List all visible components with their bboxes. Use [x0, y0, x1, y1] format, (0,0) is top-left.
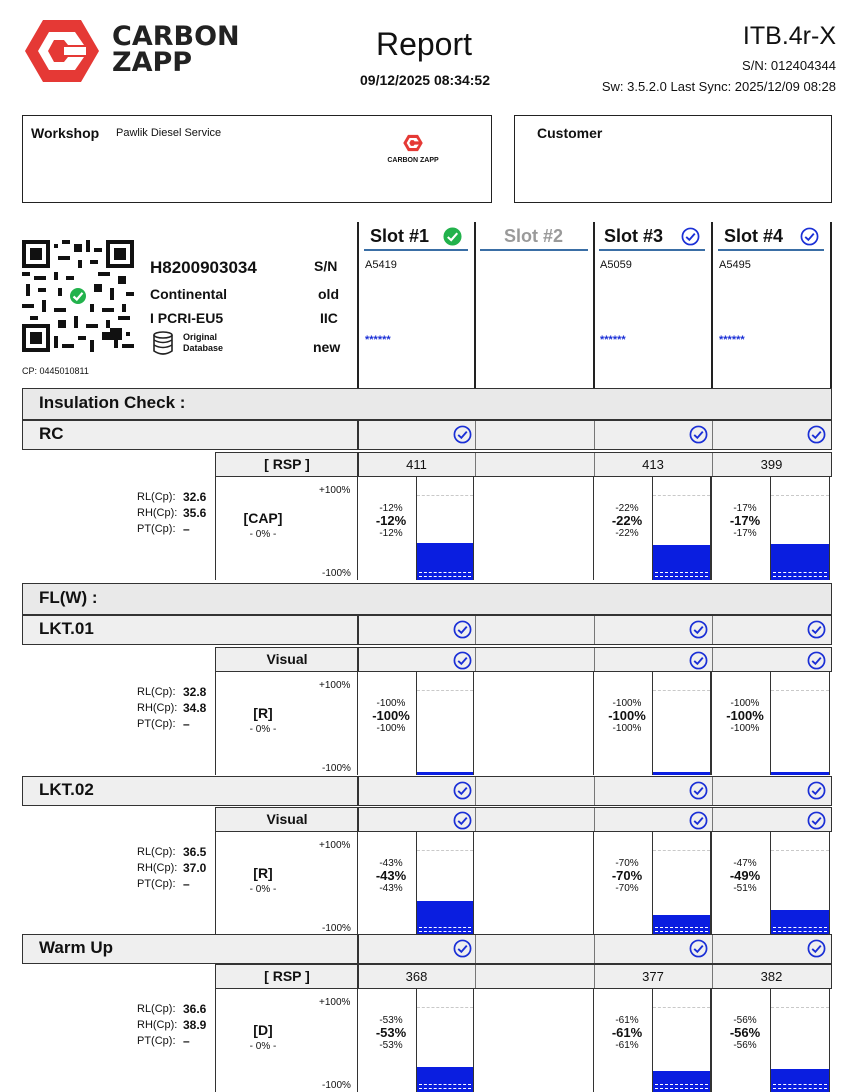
lkt02-row	[22, 776, 832, 806]
lkt02-r-label: RH(Cp):	[137, 862, 178, 874]
lkt01-slot-4-check-icon	[807, 651, 826, 670]
warmup-slot-3-value: 377	[642, 969, 664, 984]
lkt02-slot-3-bar	[653, 915, 710, 935]
brand-line-1: CARBON	[112, 21, 240, 52]
lkt01-slot-4-bar	[771, 772, 829, 775]
warmup-sub-col-divider	[594, 965, 595, 988]
rc-bar-line	[419, 576, 471, 577]
warmup-col-divider	[712, 935, 713, 963]
slot-divider	[593, 222, 595, 388]
database-label	[183, 332, 223, 354]
rc-slot-1-pct-2: -12%	[379, 528, 403, 539]
workshop-label: Workshop	[31, 125, 100, 141]
slot-1-new-code: ******	[365, 334, 391, 346]
rc-zero-label: - 0% -	[249, 529, 277, 540]
lkt02-slot-3-check-icon	[689, 811, 708, 830]
lkt01-slot-4-graph	[770, 672, 829, 775]
warmup-sub-label: [ RSP ]	[264, 968, 310, 984]
customer-box	[514, 115, 832, 203]
rc-title: RC	[39, 424, 64, 443]
warmup-slot-3-pct-1: -61%	[611, 1025, 643, 1040]
warmup-bar-line	[655, 1088, 708, 1089]
warmup-slot-1-graph	[416, 989, 473, 1092]
lkt01-graph-grid	[417, 690, 473, 691]
workshop-name: Pawlik Diesel Service	[116, 127, 222, 139]
lkt02-graph-grid	[653, 850, 710, 851]
rc-slot-3-pct-0: -22%	[615, 503, 639, 514]
rc-slot-3-pct-2: -22%	[615, 528, 639, 539]
warmup-bar-line	[655, 1084, 708, 1085]
rc-slot-3-value: 413	[642, 457, 664, 472]
slot-divider	[357, 222, 359, 388]
rc-sub-col-divider	[594, 453, 595, 476]
carbon-zapp-small-logo-icon	[403, 134, 423, 152]
warmup-slot-4-pct-1: -56%	[729, 1025, 761, 1040]
lkt02-r-value: 37.0	[183, 861, 207, 875]
rc-mode: [CAP]	[243, 510, 283, 526]
lkt02-separator	[357, 777, 359, 805]
lkt01-separator	[357, 616, 359, 644]
lkt02-minus-label: -100%	[322, 923, 351, 934]
lkt02-slot-3-check-icon	[689, 781, 708, 800]
lkt01-sub-col-divider	[712, 648, 713, 671]
slot-4-new-code: ******	[719, 334, 745, 346]
lkt02-bar-line	[773, 931, 827, 932]
workshop-logo	[383, 134, 443, 164]
rc-slot-3-percents	[597, 503, 657, 539]
warmup-r-value: –	[183, 1034, 190, 1048]
lkt01-plus-label: +100%	[319, 680, 351, 691]
warmup-col-divider	[475, 935, 476, 963]
slot-divider	[474, 222, 476, 388]
rc-slot-2-cell	[474, 477, 593, 580]
warmup-slot-4-bar	[771, 1069, 829, 1092]
lkt02-sub-label: Visual	[266, 811, 308, 827]
rc-plus-label: +100%	[319, 485, 351, 496]
warmup-zero-label: - 0% -	[249, 1041, 277, 1052]
rc-graph-grid	[417, 495, 473, 496]
lkt02-col-divider	[475, 777, 476, 805]
rc-slot-4-percents	[715, 503, 775, 539]
lkt01-title: LKT.01	[39, 619, 94, 638]
lkt02-col-divider	[712, 777, 713, 805]
injector-maker: Continental	[150, 286, 227, 302]
cp-number: CP: 0445010811	[22, 366, 89, 376]
lkt02-sub-col-divider	[594, 808, 595, 831]
warmup-sub-row	[215, 964, 832, 989]
slot-4-status-icon	[800, 227, 819, 246]
database-icon	[152, 331, 174, 360]
slot-1-underline	[364, 249, 468, 251]
lkt02-r-value: –	[183, 877, 190, 891]
rc-bar-line	[773, 576, 827, 577]
warmup-slot-4-pct-2: -56%	[733, 1040, 757, 1051]
rc-slot-4-check-icon	[807, 425, 826, 444]
warmup-slot-3-percents	[597, 1015, 657, 1051]
slot-1-status-icon	[443, 227, 462, 246]
rc-slot-1-pct-0: -12%	[379, 503, 403, 514]
row-label-sn: S/N	[314, 258, 338, 274]
warmup-graph-grid	[771, 1007, 829, 1008]
warmup-slot-2-cell	[474, 989, 593, 1092]
rc-row	[22, 420, 832, 450]
device-model: ITB.4r-X	[742, 22, 836, 50]
lkt01-slot-3-percents	[597, 698, 657, 734]
lkt01-slot-3-check-icon	[689, 651, 708, 670]
warmup-slot-3-check-icon	[689, 939, 708, 958]
lkt02-slot-1-check-icon	[453, 811, 472, 830]
slot-3-title: Slot #3	[604, 226, 664, 246]
lkt01-slot-1-pct-1: -100%	[372, 708, 410, 723]
warmup-slot-3-bar	[653, 1071, 710, 1092]
slot-3-status-icon	[681, 227, 700, 246]
rc-col-divider	[594, 421, 595, 449]
warmup-slot-4-graph	[770, 989, 829, 1092]
lkt02-slot-3-pct-2: -70%	[615, 883, 639, 894]
software-info: Sw: 3.5.2.0 Last Sync: 2025/12/09 08:28	[601, 79, 836, 94]
rc-bar-line	[655, 576, 708, 577]
rc-slot-1-pct-1: -12%	[375, 513, 407, 528]
warmup-bar-line	[773, 1084, 827, 1085]
warmup-r-label: RH(Cp):	[137, 1019, 178, 1031]
rc-r-label: PT(Cp):	[137, 523, 176, 535]
lkt02-slot-1-pct-0: -43%	[379, 858, 403, 869]
rc-bar-line	[419, 572, 471, 573]
lkt02-graph-grid	[417, 850, 473, 851]
lkt02-slot-4-graph	[770, 832, 829, 935]
lkt02-sub-separator	[357, 808, 359, 831]
lkt01-mode: [R]	[253, 705, 273, 721]
lkt01-r-value: 34.8	[183, 701, 207, 715]
warmup-row	[22, 934, 832, 964]
rc-slot-4-graph	[770, 477, 829, 580]
lkt01-zero-label: - 0% -	[249, 724, 277, 735]
warmup-slot-1-pct-2: -53%	[379, 1040, 403, 1051]
warmup-slot-3-pct-0: -61%	[615, 1015, 639, 1026]
rc-r-value: 32.6	[183, 490, 207, 504]
lkt01-col-divider	[712, 616, 713, 644]
lkt01-bar-line	[419, 771, 471, 772]
warmup-bar-line	[773, 1088, 827, 1089]
warmup-slot-1-check-icon	[453, 939, 472, 958]
lkt02-slot-3-pct-1: -70%	[611, 868, 643, 883]
lkt02-slot-4-check-icon	[807, 811, 826, 830]
rc-slot-3-graph	[652, 477, 710, 580]
slot-2-title: Slot #2	[504, 226, 564, 246]
rc-r-label: RH(Cp):	[137, 507, 178, 519]
lkt01-minus-label: -100%	[322, 763, 351, 774]
warmup-slot-4-pct-0: -56%	[733, 1015, 757, 1026]
slot-divider	[830, 222, 832, 388]
warmup-slot-1-percents	[361, 1015, 421, 1051]
warmup-slot-4-check-icon	[807, 939, 826, 958]
warmup-slot-1-pct-1: -53%	[375, 1025, 407, 1040]
warmup-r-label: PT(Cp):	[137, 1035, 176, 1047]
rc-slot-1-bar	[417, 543, 473, 580]
lkt01-r-value: 32.8	[183, 685, 207, 699]
lkt01-slot-4-pct-0: -100%	[730, 698, 760, 709]
slot-1-title: Slot #1	[370, 226, 430, 246]
database-label-line-1: Original	[183, 332, 218, 342]
qr-code	[22, 240, 134, 352]
lkt01-slot-3-graph	[652, 672, 710, 775]
warmup-r-value: 36.6	[183, 1002, 207, 1016]
lkt01-r-label: RH(Cp):	[137, 702, 178, 714]
row-label-new: new	[313, 339, 341, 355]
lkt01-slot-1-pct-0: -100%	[376, 698, 406, 709]
rc-slot-3-bar	[653, 545, 710, 580]
rc-graph-grid	[771, 495, 829, 496]
lkt02-sub-row	[215, 807, 832, 832]
workshop-logo-text: CARBON ZAPP	[387, 157, 439, 164]
warmup-r-label: RL(Cp):	[137, 1003, 176, 1015]
lkt02-slot-1-percents	[361, 858, 421, 894]
lkt01-r-value: –	[183, 717, 190, 731]
lkt02-slot-1-graph	[416, 832, 473, 935]
warmup-bar-line	[419, 1088, 471, 1089]
slot-divider	[711, 222, 713, 388]
lkt01-r-label: PT(Cp):	[137, 718, 176, 730]
lkt02-zero-label: - 0% -	[249, 884, 277, 895]
warmup-slot-1-bar	[417, 1067, 473, 1092]
lkt02-bar-line	[655, 927, 708, 928]
lkt02-r-value: 36.5	[183, 845, 207, 859]
rc-slot-1-percents	[361, 503, 421, 539]
report-datetime: 09/12/2025 08:34:52	[360, 72, 490, 88]
lkt01-sub-col-divider	[475, 648, 476, 671]
flw-header	[22, 583, 832, 615]
rc-r-label: RL(Cp):	[137, 491, 176, 503]
warmup-slot-4-value: 382	[760, 969, 783, 984]
lkt02-plus-label: +100%	[319, 840, 351, 851]
lkt01-sub-row	[215, 647, 832, 672]
rc-bar-line	[773, 572, 827, 573]
lkt02-slot-1-pct-2: -43%	[379, 883, 403, 894]
lkt01-sub-col-divider	[594, 648, 595, 671]
lkt02-slot-1-pct-1: -43%	[375, 868, 407, 883]
lkt02-bar-line	[419, 931, 471, 932]
warmup-graph-grid	[417, 1007, 473, 1008]
rc-slot-4-bar	[771, 544, 829, 580]
lkt02-slot-3-percents	[597, 858, 657, 894]
warmup-separator	[357, 935, 359, 963]
lkt01-slot-4-check-icon	[807, 620, 826, 639]
warmup-slot-1-value: 368	[405, 969, 428, 984]
slot-4-underline	[718, 249, 824, 251]
report-title: Report	[375, 26, 473, 62]
device-serial: S/N: 012404344	[742, 58, 836, 73]
rc-col-divider	[712, 421, 713, 449]
row-label-old: old	[318, 286, 339, 302]
lkt02-slot-4-pct-1: -49%	[729, 868, 761, 883]
lkt01-col-divider	[594, 616, 595, 644]
warmup-col-divider	[594, 935, 595, 963]
lkt01-slot-3-pct-2: -100%	[612, 723, 642, 734]
rc-sub-label: [ RSP ]	[264, 456, 310, 472]
qr-verified-icon	[68, 286, 88, 306]
lkt01-sub-label: Visual	[266, 651, 308, 667]
warmup-title: Warm Up	[39, 938, 113, 957]
lkt02-r-label: RL(Cp):	[137, 846, 176, 858]
rc-slot-3-check-icon	[689, 425, 708, 444]
lkt02-graph-grid	[771, 850, 829, 851]
rc-slot-4-value: 399	[760, 457, 783, 472]
warmup-r-value: 38.9	[183, 1018, 207, 1032]
lkt02-bar-line	[419, 927, 471, 928]
insulation-check-header	[22, 388, 832, 420]
rc-slot-4-pct-2: -17%	[733, 528, 757, 539]
lkt01-slot-3-pct-0: -100%	[612, 698, 642, 709]
lkt01-slot-1-check-icon	[453, 651, 472, 670]
slot-2-underline	[480, 249, 588, 251]
rc-col-divider	[475, 421, 476, 449]
customer-label: Customer	[537, 125, 603, 141]
lkt02-sub-col-divider	[712, 808, 713, 831]
brand-line-2: ZAPP	[112, 47, 193, 78]
lkt01-sub-separator	[357, 648, 359, 671]
slot-4-title: Slot #4	[724, 226, 784, 246]
lkt01-graph-grid	[771, 690, 829, 691]
lkt02-col-divider	[594, 777, 595, 805]
lkt01-graph-grid	[653, 690, 710, 691]
lkt01-row	[22, 615, 832, 645]
lkt02-bar-line	[655, 931, 708, 932]
lkt01-slot-4-percents	[715, 698, 775, 734]
lkt02-slot-1-bar	[417, 901, 473, 935]
lkt02-bar-line	[773, 927, 827, 928]
injector-code: H8200903034	[150, 258, 257, 277]
warmup-sub-col-divider	[712, 965, 713, 988]
lkt01-slot-1-check-icon	[453, 620, 472, 639]
rc-graph-grid	[653, 495, 710, 496]
slot-4-sn: A5495	[719, 259, 751, 271]
warmup-bar-line	[419, 1084, 471, 1085]
lkt01-slot-1-pct-2: -100%	[376, 723, 406, 734]
rc-sub-col-divider	[712, 453, 713, 476]
rc-slot-1-value: 411	[406, 457, 427, 472]
lkt02-r-label: PT(Cp):	[137, 878, 176, 890]
lkt01-bar-line	[655, 771, 708, 772]
lkt01-slot-1-graph	[416, 672, 473, 775]
warmup-mode: [D]	[253, 1022, 273, 1038]
lkt01-slot-3-pct-1: -100%	[608, 708, 646, 723]
database-label-line-2: Database	[183, 343, 224, 353]
row-label-iic: IIC	[320, 310, 338, 326]
lkt02-slot-4-percents	[715, 858, 775, 894]
rc-sub-col-divider	[475, 453, 476, 476]
rc-slot-4-pct-0: -17%	[733, 503, 757, 514]
rc-r-value: –	[183, 522, 190, 536]
slot-3-underline	[599, 249, 705, 251]
lkt02-slot-4-check-icon	[807, 781, 826, 800]
rc-r-value: 35.6	[183, 506, 207, 520]
slot-3-sn: A5059	[600, 259, 632, 271]
lkt01-slot-2-cell	[474, 672, 593, 775]
warmup-plus-label: +100%	[319, 997, 351, 1008]
warmup-slot-3-pct-2: -61%	[615, 1040, 639, 1051]
rc-slot-1-check-icon	[453, 425, 472, 444]
rc-slot-1-graph	[416, 477, 473, 580]
warmup-graph-grid	[653, 1007, 710, 1008]
lkt01-slot-4-pct-1: -100%	[726, 708, 764, 723]
lkt01-slot-1-bar	[417, 772, 473, 775]
lkt02-slot-4-bar	[771, 910, 829, 935]
rc-slot-3-pct-1: -22%	[611, 513, 643, 528]
lkt02-slot-4-pct-2: -51%	[733, 883, 757, 894]
lkt01-r-label: RL(Cp):	[137, 686, 176, 698]
rc-bar-line	[655, 572, 708, 573]
warmup-slot-4-percents	[715, 1015, 775, 1051]
lkt01-slot-3-check-icon	[689, 620, 708, 639]
lkt02-mode: [R]	[253, 865, 273, 881]
insulation-check-title: Insulation Check :	[39, 393, 186, 412]
lkt02-slot-3-pct-0: -70%	[615, 858, 639, 869]
lkt02-sub-col-divider	[475, 808, 476, 831]
rc-separator	[357, 421, 359, 449]
lkt01-slot-3-bar	[653, 772, 710, 775]
lkt02-slot-4-pct-0: -47%	[733, 858, 757, 869]
rc-minus-label: -100%	[322, 568, 351, 579]
flw-title: FL(W) :	[39, 588, 98, 607]
lkt01-bar-line	[773, 771, 827, 772]
rc-sub-row	[215, 452, 832, 477]
lkt02-title: LKT.02	[39, 780, 94, 799]
rc-slot-4-pct-1: -17%	[729, 513, 761, 528]
lkt02-slot-2-cell	[474, 832, 593, 935]
warmup-minus-label: -100%	[322, 1080, 351, 1091]
lkt01-slot-1-percents	[361, 698, 421, 734]
warmup-sub-col-divider	[475, 965, 476, 988]
slot-1-sn: A5419	[365, 259, 397, 271]
warmup-slot-1-pct-0: -53%	[379, 1015, 403, 1026]
brand-logo	[24, 18, 254, 84]
workshop-box	[22, 115, 492, 203]
lkt01-col-divider	[475, 616, 476, 644]
injector-type: I PCRI-EU5	[150, 310, 224, 326]
lkt02-slot-1-check-icon	[453, 781, 472, 800]
lkt02-slot-3-graph	[652, 832, 710, 935]
carbon-zapp-logo-icon	[24, 18, 100, 84]
slot-3-new-code: ******	[600, 334, 626, 346]
warmup-slot-3-graph	[652, 989, 710, 1092]
lkt01-slot-4-pct-2: -100%	[730, 723, 760, 734]
